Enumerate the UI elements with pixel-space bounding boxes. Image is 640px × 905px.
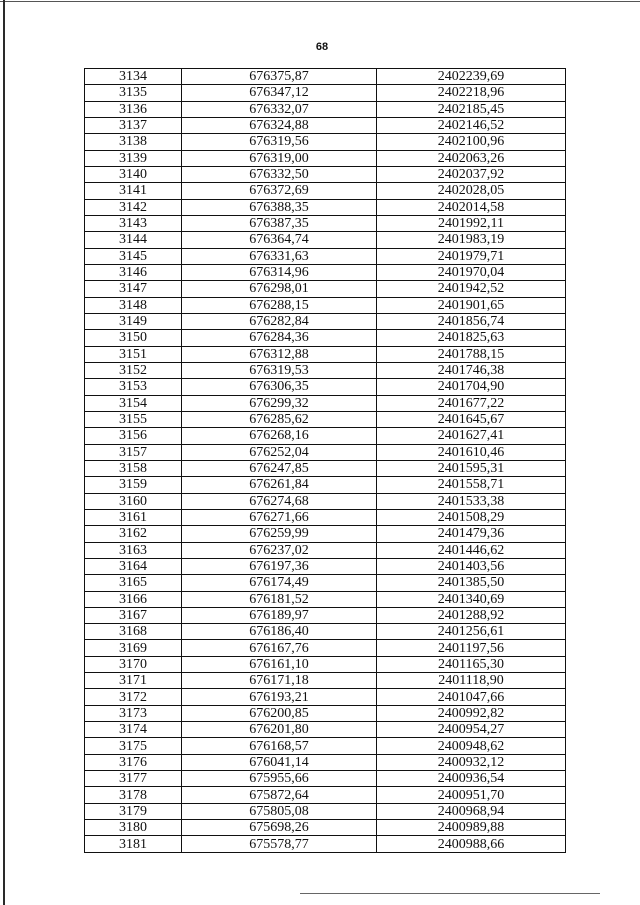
scan-edge-top — [0, 1, 640, 2]
x-coordinate-cell: 676324,88 — [182, 117, 377, 133]
table-row — [85, 395, 566, 411]
table-row — [85, 248, 566, 264]
x-coordinate-cell: 675872,64 — [182, 787, 377, 803]
point-number-cell: 3178 — [85, 787, 182, 803]
table-row — [85, 134, 566, 150]
point-number-cell: 3171 — [85, 673, 182, 689]
x-coordinate-cell: 676274,68 — [182, 493, 377, 509]
table-row — [85, 444, 566, 460]
x-coordinate-cell: 676282,84 — [182, 313, 377, 329]
table-row — [85, 754, 566, 770]
table-row — [85, 836, 566, 852]
point-number-cell: 3143 — [85, 215, 182, 231]
y-coordinate-cell: 2402028,05 — [377, 183, 566, 199]
y-coordinate-cell: 2401942,52 — [377, 281, 566, 297]
x-coordinate-cell: 676271,66 — [182, 509, 377, 525]
y-coordinate-cell: 2401256,61 — [377, 624, 566, 640]
point-number-cell: 3146 — [85, 264, 182, 280]
table-row — [85, 542, 566, 558]
table-row — [85, 330, 566, 346]
point-number-cell: 3173 — [85, 705, 182, 721]
x-coordinate-cell: 676299,32 — [182, 395, 377, 411]
point-number-cell: 3177 — [85, 771, 182, 787]
y-coordinate-cell: 2401788,15 — [377, 346, 566, 362]
x-coordinate-cell: 676261,84 — [182, 477, 377, 493]
point-number-cell: 3172 — [85, 689, 182, 705]
x-coordinate-cell: 676197,36 — [182, 558, 377, 574]
point-number-cell: 3135 — [85, 85, 182, 101]
point-number-cell: 3153 — [85, 379, 182, 395]
x-coordinate-cell: 676186,40 — [182, 624, 377, 640]
x-coordinate-cell: 676306,35 — [182, 379, 377, 395]
y-coordinate-cell: 2402218,96 — [377, 85, 566, 101]
y-coordinate-cell: 2401825,63 — [377, 330, 566, 346]
table-row — [85, 624, 566, 640]
point-number-cell: 3156 — [85, 428, 182, 444]
table-row — [85, 150, 566, 166]
table-row — [85, 428, 566, 444]
x-coordinate-cell: 676168,57 — [182, 738, 377, 754]
x-coordinate-cell: 676332,07 — [182, 101, 377, 117]
table-row — [85, 379, 566, 395]
x-coordinate-cell: 676388,35 — [182, 199, 377, 215]
y-coordinate-cell: 2402146,52 — [377, 117, 566, 133]
scan-edge-bottom — [300, 893, 600, 894]
point-number-cell: 3136 — [85, 101, 182, 117]
y-coordinate-cell: 2400936,54 — [377, 771, 566, 787]
x-coordinate-cell: 675805,08 — [182, 803, 377, 819]
y-coordinate-cell: 2401047,66 — [377, 689, 566, 705]
x-coordinate-cell: 675955,66 — [182, 771, 377, 787]
x-coordinate-cell: 676331,63 — [182, 248, 377, 264]
point-number-cell: 3155 — [85, 411, 182, 427]
y-coordinate-cell: 2401704,90 — [377, 379, 566, 395]
x-coordinate-cell: 676041,14 — [182, 754, 377, 770]
y-coordinate-cell: 2401197,56 — [377, 640, 566, 656]
y-coordinate-cell: 2401983,19 — [377, 232, 566, 248]
y-coordinate-cell: 2400932,12 — [377, 754, 566, 770]
table-row — [85, 656, 566, 672]
point-number-cell: 3159 — [85, 477, 182, 493]
y-coordinate-cell: 2401856,74 — [377, 313, 566, 329]
point-number-cell: 3148 — [85, 297, 182, 313]
point-number-cell: 3141 — [85, 183, 182, 199]
point-number-cell: 3179 — [85, 803, 182, 819]
table-row — [85, 558, 566, 574]
point-number-cell: 3166 — [85, 591, 182, 607]
table-row — [85, 411, 566, 427]
table-row — [85, 673, 566, 689]
point-number-cell: 3165 — [85, 575, 182, 591]
page-number: 68 — [315, 41, 329, 53]
y-coordinate-cell: 2400988,66 — [377, 836, 566, 852]
point-number-cell: 3180 — [85, 820, 182, 836]
x-coordinate-cell: 676372,69 — [182, 183, 377, 199]
point-number-cell: 3170 — [85, 656, 182, 672]
y-coordinate-cell: 2401645,67 — [377, 411, 566, 427]
point-number-cell: 3181 — [85, 836, 182, 852]
table-row — [85, 460, 566, 476]
coordinates-table-body — [85, 69, 566, 853]
point-number-cell: 3134 — [85, 69, 182, 85]
point-number-cell: 3144 — [85, 232, 182, 248]
x-coordinate-cell: 676200,85 — [182, 705, 377, 721]
x-coordinate-cell: 676181,52 — [182, 591, 377, 607]
point-number-cell: 3149 — [85, 313, 182, 329]
table-row — [85, 215, 566, 231]
point-number-cell: 3163 — [85, 542, 182, 558]
point-number-cell: 3174 — [85, 722, 182, 738]
point-number-cell: 3152 — [85, 362, 182, 378]
table-row — [85, 722, 566, 738]
point-number-cell: 3150 — [85, 330, 182, 346]
table-row — [85, 640, 566, 656]
point-number-cell: 3154 — [85, 395, 182, 411]
x-coordinate-cell: 676252,04 — [182, 444, 377, 460]
y-coordinate-cell: 2400951,70 — [377, 787, 566, 803]
table-row — [85, 85, 566, 101]
y-coordinate-cell: 2400968,94 — [377, 803, 566, 819]
table-row — [85, 803, 566, 819]
y-coordinate-cell: 2401446,62 — [377, 542, 566, 558]
y-coordinate-cell: 2401558,71 — [377, 477, 566, 493]
x-coordinate-cell: 676285,62 — [182, 411, 377, 427]
y-coordinate-cell: 2401385,50 — [377, 575, 566, 591]
point-number-cell: 3175 — [85, 738, 182, 754]
y-coordinate-cell: 2401340,69 — [377, 591, 566, 607]
y-coordinate-cell: 2401595,31 — [377, 460, 566, 476]
y-coordinate-cell: 2401533,38 — [377, 493, 566, 509]
y-coordinate-cell: 2401403,56 — [377, 558, 566, 574]
y-coordinate-cell: 2402239,69 — [377, 69, 566, 85]
coordinates-table — [84, 68, 566, 853]
point-number-cell: 3164 — [85, 558, 182, 574]
y-coordinate-cell: 2401677,22 — [377, 395, 566, 411]
table-row — [85, 705, 566, 721]
table-row — [85, 493, 566, 509]
point-number-cell: 3142 — [85, 199, 182, 215]
table-row — [85, 477, 566, 493]
y-coordinate-cell: 2401901,65 — [377, 297, 566, 313]
table-row — [85, 575, 566, 591]
point-number-cell: 3137 — [85, 117, 182, 133]
point-number-cell: 3158 — [85, 460, 182, 476]
x-coordinate-cell: 676189,97 — [182, 607, 377, 623]
point-number-cell: 3145 — [85, 248, 182, 264]
y-coordinate-cell: 2401118,90 — [377, 673, 566, 689]
x-coordinate-cell: 675698,26 — [182, 820, 377, 836]
point-number-cell: 3168 — [85, 624, 182, 640]
x-coordinate-cell: 676288,15 — [182, 297, 377, 313]
point-number-cell: 3167 — [85, 607, 182, 623]
x-coordinate-cell: 676364,74 — [182, 232, 377, 248]
y-coordinate-cell: 2401746,38 — [377, 362, 566, 378]
table-row — [85, 297, 566, 313]
y-coordinate-cell: 2401288,92 — [377, 607, 566, 623]
x-coordinate-cell: 676268,16 — [182, 428, 377, 444]
y-coordinate-cell: 2402014,58 — [377, 199, 566, 215]
table-row — [85, 738, 566, 754]
table-row — [85, 281, 566, 297]
point-number-cell: 3169 — [85, 640, 182, 656]
y-coordinate-cell: 2400954,27 — [377, 722, 566, 738]
x-coordinate-cell: 676312,88 — [182, 346, 377, 362]
table-row — [85, 69, 566, 85]
x-coordinate-cell: 676319,56 — [182, 134, 377, 150]
table-row — [85, 591, 566, 607]
table-row — [85, 101, 566, 117]
point-number-cell: 3176 — [85, 754, 182, 770]
point-number-cell: 3147 — [85, 281, 182, 297]
point-number-cell: 3162 — [85, 526, 182, 542]
x-coordinate-cell: 676284,36 — [182, 330, 377, 346]
x-coordinate-cell: 676193,21 — [182, 689, 377, 705]
x-coordinate-cell: 675578,77 — [182, 836, 377, 852]
y-coordinate-cell: 2401610,46 — [377, 444, 566, 460]
table-row — [85, 264, 566, 280]
y-coordinate-cell: 2402100,96 — [377, 134, 566, 150]
y-coordinate-cell: 2401979,71 — [377, 248, 566, 264]
x-coordinate-cell: 676259,99 — [182, 526, 377, 542]
y-coordinate-cell: 2401992,11 — [377, 215, 566, 231]
table-row — [85, 232, 566, 248]
x-coordinate-cell: 676375,87 — [182, 69, 377, 85]
y-coordinate-cell: 2402185,45 — [377, 101, 566, 117]
table-row — [85, 346, 566, 362]
table-row — [85, 117, 566, 133]
x-coordinate-cell: 676332,50 — [182, 166, 377, 182]
x-coordinate-cell: 676298,01 — [182, 281, 377, 297]
x-coordinate-cell: 676387,35 — [182, 215, 377, 231]
x-coordinate-cell: 676174,49 — [182, 575, 377, 591]
point-number-cell: 3139 — [85, 150, 182, 166]
y-coordinate-cell: 2401970,04 — [377, 264, 566, 280]
x-coordinate-cell: 676314,96 — [182, 264, 377, 280]
point-number-cell: 3138 — [85, 134, 182, 150]
x-coordinate-cell: 676171,18 — [182, 673, 377, 689]
point-number-cell: 3161 — [85, 509, 182, 525]
y-coordinate-cell: 2402063,26 — [377, 150, 566, 166]
table-row — [85, 183, 566, 199]
x-coordinate-cell: 676319,53 — [182, 362, 377, 378]
table-row — [85, 771, 566, 787]
y-coordinate-cell: 2400948,62 — [377, 738, 566, 754]
scan-edge-left — [3, 0, 5, 905]
point-number-cell: 3140 — [85, 166, 182, 182]
x-coordinate-cell: 676167,76 — [182, 640, 377, 656]
point-number-cell: 3160 — [85, 493, 182, 509]
table-row — [85, 607, 566, 623]
x-coordinate-cell: 676319,00 — [182, 150, 377, 166]
x-coordinate-cell: 676347,12 — [182, 85, 377, 101]
table-row — [85, 362, 566, 378]
table-row — [85, 166, 566, 182]
table-row — [85, 313, 566, 329]
y-coordinate-cell: 2401165,30 — [377, 656, 566, 672]
y-coordinate-cell: 2401627,41 — [377, 428, 566, 444]
y-coordinate-cell: 2400992,82 — [377, 705, 566, 721]
table-row — [85, 199, 566, 215]
table-row — [85, 689, 566, 705]
y-coordinate-cell: 2401508,29 — [377, 509, 566, 525]
x-coordinate-cell: 676201,80 — [182, 722, 377, 738]
x-coordinate-cell: 676161,10 — [182, 656, 377, 672]
table-row — [85, 820, 566, 836]
point-number-cell: 3157 — [85, 444, 182, 460]
x-coordinate-cell: 676237,02 — [182, 542, 377, 558]
y-coordinate-cell: 2400989,88 — [377, 820, 566, 836]
table-row — [85, 509, 566, 525]
table-row — [85, 787, 566, 803]
table-row — [85, 526, 566, 542]
x-coordinate-cell: 676247,85 — [182, 460, 377, 476]
y-coordinate-cell: 2402037,92 — [377, 166, 566, 182]
point-number-cell: 3151 — [85, 346, 182, 362]
y-coordinate-cell: 2401479,36 — [377, 526, 566, 542]
